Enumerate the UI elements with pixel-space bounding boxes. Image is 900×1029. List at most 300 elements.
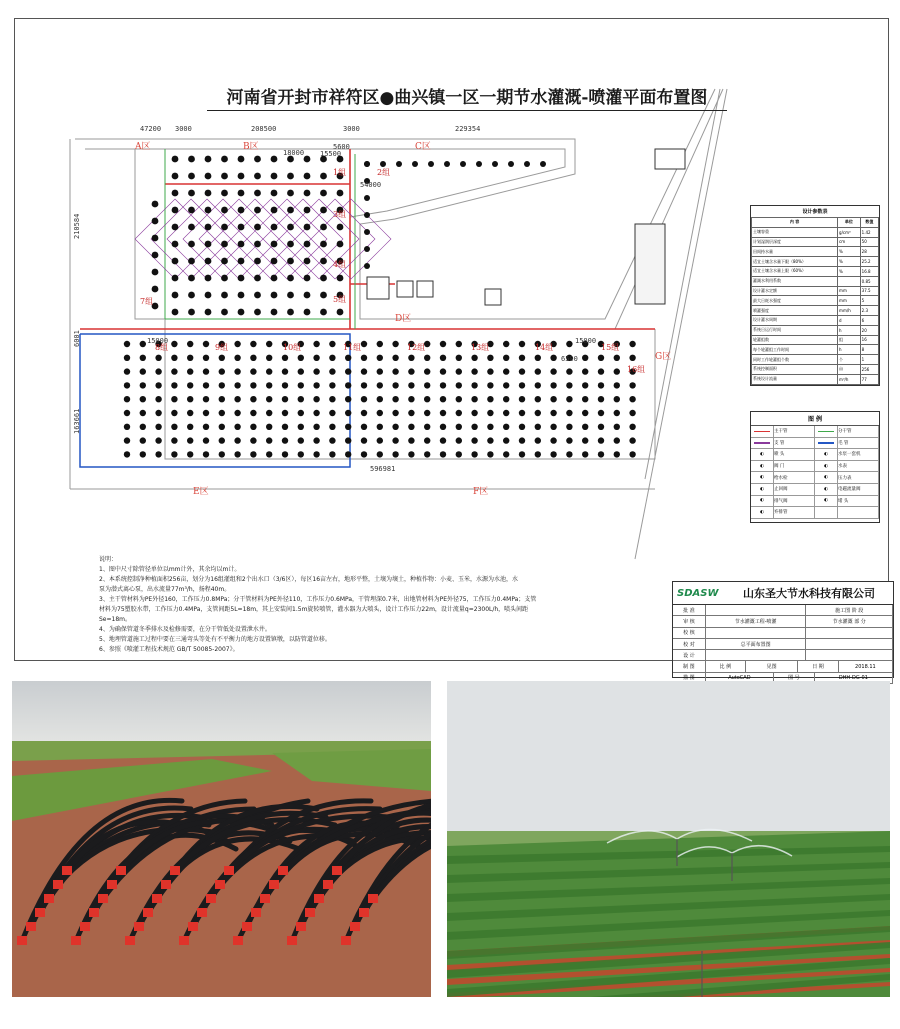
sprinkler-head [550,410,556,416]
sprinkler-head [550,451,556,457]
pipe-fitting [80,922,90,931]
sprinkler-head [188,275,195,282]
sprinkler-head [313,396,319,402]
sprinkler-head [287,224,294,231]
sprinkler-head [266,410,272,416]
sprinkler-head [172,173,179,180]
sprinkler-head [124,424,130,430]
sprinkler-head [287,207,294,214]
sprinkler-head [187,410,193,416]
params-cell: 50 [860,237,878,247]
sprinkler-head [238,173,245,180]
sprinkler-head [188,224,195,231]
title-block-cell: 节水灌溉 部 分 [806,616,893,626]
sprinkler-head [550,368,556,374]
sprinkler-head [364,246,370,252]
sprinkler-head [476,161,482,167]
sprinkler-head [614,410,620,416]
sprinkler-head [345,437,351,443]
title-block-cell: AutoCAD [706,673,774,683]
sprinkler-head [250,341,256,347]
sprinkler-head [287,292,294,299]
sprinkler-head [172,258,179,265]
legend-row [751,426,879,438]
sprinkler-head [535,424,541,430]
sprinkler-head [313,451,319,457]
sprinkler-head [171,396,177,402]
sprinkler-head [221,241,228,248]
sprinkler-head [171,382,177,388]
legend-symbol-icon: ◐ [751,449,774,460]
sprinkler-head [254,275,261,282]
sprinkler-head [345,424,351,430]
params-row [752,315,879,325]
sprinkler-head [219,368,225,374]
legend-symbol-icon: ◐ [815,449,838,460]
params-cell: 256 [860,364,878,374]
sprinkler-head [254,309,261,316]
sprinkler-head [140,424,146,430]
params-cell: 16.8 [860,266,878,276]
params-cell: 亩 [838,364,861,374]
sprinkler-head [566,451,572,457]
params-cell: mm [838,296,861,306]
params-cell: mm [838,286,861,296]
legend-symbol-icon: ◐ [815,461,838,472]
notes-line: 2、本系统控制净种植面积256亩，划分为16组灌组和2个出水口（3/6区），每区16亩左右，地形平整，土壤为壤土，种植作物：小麦、玉米，水源为水池，水 [99,576,519,583]
sprinkler-head [582,368,588,374]
params-cell: 77 [860,374,878,384]
legend-label: 支 管 [774,438,815,449]
sprinkler-head [298,396,304,402]
pipe-fitting [53,880,63,889]
sprinkler-head [456,355,462,361]
sprinkler-head [629,355,635,361]
sprinkler-head [203,451,209,457]
params-row [752,355,879,365]
notes-heading: 说明： [99,556,118,563]
zone-label-c: C区 [415,142,431,152]
sprinkler-head [535,382,541,388]
params-cell [838,276,861,286]
sprinkler-head [271,292,278,299]
notes-block [99,555,659,655]
params-cell: 轮灌组数 [752,335,838,345]
pipe-fitting [98,894,108,903]
sprinkler-head [503,341,509,347]
sprinkler-head [282,437,288,443]
sprinkler-head [519,341,525,347]
sprinkler-head [582,437,588,443]
params-cell: 28 [860,247,878,257]
sprinkler-head [614,451,620,457]
sprinkler-head [171,410,177,416]
sprinkler-head [124,437,130,443]
pipe-fitting [26,922,36,931]
company-logo: SDASW [677,587,719,599]
sprinkler-head [364,263,370,269]
sprinkler-head [205,190,212,197]
sprinkler-head [535,355,541,361]
params-cell: 适宜土壤含水量下限（80%） [752,257,838,267]
sprinkler-head [524,161,530,167]
sprinkler-head [287,275,294,282]
sprinkler-head [287,173,294,180]
sprinkler-head [282,355,288,361]
sprinkler-head [519,410,525,416]
sprinkler-head [550,437,556,443]
sprinkler-head [304,309,311,316]
sprinkler-head [238,292,245,299]
pipe-fitting [143,908,153,917]
sprinkler-head [460,161,466,167]
legend-row [751,507,879,519]
sprinkler-head [188,292,195,299]
sprinkler-head [203,355,209,361]
sprinkler-head [519,451,525,457]
sprinkler-head [155,410,161,416]
params-cell: 计划湿润层深度 [752,237,838,247]
title-block-cell: 节水灌溉工程-喷灌 [706,616,807,626]
params-cell: 6 [860,315,878,325]
sprinkler-head [540,161,546,167]
legend-box [750,411,880,523]
sprinkler-head [250,410,256,416]
sprinkler-head [266,355,272,361]
params-cell: h [838,345,861,355]
sprinkler-head [329,451,335,457]
title-block-cell [806,650,893,660]
sprinkler-head [304,241,311,248]
sprinkler-head [234,424,240,430]
sprinkler-head [152,269,159,276]
notes-line: 1、图中尺寸除管径单位以mm计外，其余均以m计。 [99,566,241,573]
drawing-sheet [14,18,889,682]
legend-label: 止回阀 [774,484,815,495]
legend-symbol-icon [815,426,838,437]
sprinkler-head [298,382,304,388]
sprinkler-head [337,190,344,197]
sprinkler-head [329,396,335,402]
sprinkler-head [329,437,335,443]
sprinkler-head [598,451,604,457]
sprinkler-head [221,224,228,231]
sprinkler-head [140,368,146,374]
legend-symbol-icon: ◐ [815,496,838,507]
params-cell: 5 [860,296,878,306]
sprinkler-head [598,396,604,402]
dim-top-5: 229354 [455,125,481,133]
sprinkler-head [471,355,477,361]
sprinkler-head [582,424,588,430]
sprinkler-head [287,241,294,248]
sprinkler-head [271,224,278,231]
params-cell: 1.42 [860,227,878,237]
notes-line: 3、主干管材料为PE外径160，工作压力0.8MPa；分干管材料为PE外径110，工作压力0.6MPa，干管埋深0.7米，出地管材料为PE外径75，工作压力0.4MPa；支管 [99,596,537,603]
sprinkler-head [124,355,130,361]
sprinkler-head [361,341,367,347]
sprinkler-head [266,341,272,347]
sprinkler-head [271,207,278,214]
sprinkler-head [205,258,212,265]
sprinkler-head [203,424,209,430]
sprinkler-head [188,258,195,265]
zone-label-a: A区 [135,142,151,152]
sprinkler-head [629,424,635,430]
params-cell: 0.85 [860,276,878,286]
legend-label: 给水栓 [774,472,815,483]
sprinkler-head [187,424,193,430]
notes-line: 材料为75塑胶水带，工作压力0.4MPa，支管间距5L=18m，其上安装间1.5m旋转喷管，灌水器为大喷头，设计工作压力22m，设计流量q=2300L/h，喷头间距 [99,606,529,613]
params-cell: 系统日运行时间 [752,325,838,335]
company-name: 山东圣大节水科技有限公司 [743,587,875,600]
group-label: 5组 [333,295,347,304]
params-cell: 2.3 [860,306,878,316]
pipe-fitting [359,908,369,917]
legend-symbol-icon: ◐ [815,484,838,495]
sprinkler-head [428,161,434,167]
sprinkler-head [271,258,278,265]
sprinkler-head [219,355,225,361]
legend-label: 分干管 [838,426,879,437]
sprinkler-head [377,437,383,443]
sprinkler-head [582,451,588,457]
sprinkler-head [364,161,370,167]
params-cell: 8 [860,345,878,355]
sprinkler-head [203,437,209,443]
sprinkler-head [377,396,383,402]
sprinkler-head [320,173,327,180]
sprinkler-head [313,382,319,388]
sprinkler-head [392,451,398,457]
sprinkler-head [219,424,225,430]
sprinkler-head [566,382,572,388]
sprinkler-head [361,424,367,430]
sprinkler-head [172,292,179,299]
dim-left-2: 6001 [73,330,81,347]
sprinkler-head [282,396,288,402]
group-label: 13组 [471,343,490,352]
sprinkler-head [140,341,146,347]
sprinkler-head [234,437,240,443]
sprinkler-head [329,368,335,374]
pipe-bundle-photo [12,681,431,997]
title-block-row [673,650,893,661]
pipe-fitting [152,894,162,903]
sprinkler-head [566,410,572,416]
title-block-cell: 批 准 [673,605,706,615]
legend-row [751,496,879,508]
sprinkler-head [254,241,261,248]
sprinkler-head [171,424,177,430]
sprinkler-head [250,451,256,457]
sprinkler-head [471,396,477,402]
sprinkler-head [456,382,462,388]
legend-label: 堵 头 [838,496,879,507]
params-cell: 田间持水量 [752,247,838,257]
pipe-fitting [116,866,126,875]
sprinkler-head [598,424,604,430]
pipe-fitting [134,922,144,931]
params-header: 数值 [860,218,878,228]
params-row [752,345,879,355]
pipe-fitting [224,866,234,875]
sprinkler-head [361,410,367,416]
sprinkler-head [492,161,498,167]
zone-label-f: F区 [473,487,489,497]
sprinkler-head [172,190,179,197]
sprinkler-head [203,410,209,416]
params-row [752,296,879,306]
sprinkler-head [172,207,179,214]
sprinkler-head [221,309,228,316]
legend-label: 主干管 [774,426,815,437]
sprinkler-head [171,437,177,443]
legend-label: 压力表 [838,472,879,483]
sprinkler-head [519,437,525,443]
sprinkler-head [329,341,335,347]
sprinkler-head [271,309,278,316]
params-cell: 土壤容重 [752,227,838,237]
sprinkler-head [298,437,304,443]
sprinkler-head [172,156,179,163]
sprinkler-head [424,437,430,443]
sprinkler-head [364,229,370,235]
sprinkler-head [266,396,272,402]
zone-label-e: E区 [193,487,209,497]
legend-row [751,472,879,484]
sprinkler-head [266,451,272,457]
pipe-fitting [179,936,189,945]
sprinkler-head [629,396,635,402]
sprinkler-head [304,190,311,197]
sprinkler-head [238,190,245,197]
sprinkler-head [582,355,588,361]
sprinkler-head [266,382,272,388]
sprinkler-head [221,156,228,163]
notes-line: 6、参照《喷灌工程技术规范 GB/T 50085-2007》。 [99,646,239,653]
title-block-row [673,628,893,639]
pipe-fitting [233,936,243,945]
sprinkler-head [471,437,477,443]
sprinkler-head [271,275,278,282]
drawing-title: 河南省开封市祥符区●曲兴镇一区一期节水灌溉-喷灌平面布置图 [207,83,727,111]
sprinkler-head [424,382,430,388]
title-block-cell: 制 图 [673,661,706,671]
legend-symbol-icon: ◐ [751,484,774,495]
title-block-cell: 见图 [746,661,798,671]
pipe-fitting [314,894,324,903]
sprinkler-head [377,355,383,361]
sprinkler-head [424,451,430,457]
dim-inner-6: 6500 [561,355,578,363]
sprinkler-head [566,368,572,374]
sprinkler-head [219,396,225,402]
sprinkler-head [254,258,261,265]
pipe-fitting [287,936,297,945]
params-cell: 设计灌水定额 [752,286,838,296]
sprinkler-head [503,437,509,443]
sprinkler-head [408,424,414,430]
sprinkler-head [345,451,351,457]
sprinkler-head [487,424,493,430]
dim-inner-4: 54000 [360,181,382,189]
sprinkler-head [298,368,304,374]
sprinkler-head [503,355,509,361]
sprinkler-head [304,207,311,214]
dim-top-3: 208500 [251,125,277,133]
sprinkler-head [408,368,414,374]
params-cell: % [838,257,861,267]
legend-label: 毛 管 [838,438,879,449]
sprinkler-head [408,437,414,443]
title-block-cell: 设 计 [673,650,706,660]
sprinkler-head [140,355,146,361]
sprinkler-head [424,410,430,416]
params-row [752,374,879,384]
title-block-cell: 日 期 [798,661,838,671]
dim-inner-7: 15000 [147,337,169,345]
sprinkler-head [392,396,398,402]
sprinkler-head [329,355,335,361]
sprinkler-head [172,224,179,231]
sprinkler-head [487,410,493,416]
sprinkler-head [221,258,228,265]
title-block-cell: 校 核 [673,628,706,638]
params-cell: 同时工作轮灌组个数 [752,355,838,365]
sprinkler-head [408,355,414,361]
sprinkler-head [440,451,446,457]
legend-symbol-icon [815,507,838,518]
params-row [752,306,879,316]
legend-row [751,438,879,450]
sprinkler-head [361,382,367,388]
legend-label: 电磁流量阀 [838,484,879,495]
sprinkler-head [205,292,212,299]
sprinkler-head [345,382,351,388]
sprinkler-head [250,368,256,374]
sprinkler-head [424,424,430,430]
sprinkler-head [329,424,335,430]
params-cell: 个 [838,355,861,365]
sprinkler-head [221,190,228,197]
sprinkler-head [171,341,177,347]
sprinkler-head [304,224,311,231]
pipe-fitting [197,908,207,917]
sprinkler-head [254,156,261,163]
params-cell: cm [838,237,861,247]
sprinkler-head [205,207,212,214]
params-row [752,276,879,286]
sprinkler-head [155,396,161,402]
sprinkler-head [187,396,193,402]
sprinkler-head [598,437,604,443]
sprinkler-head [271,190,278,197]
params-cell: 最大日耗水强度 [752,296,838,306]
sprinkler-head [124,368,130,374]
sprinkler-head [304,156,311,163]
group-label: 11组 [343,343,362,352]
legend-symbol-icon: ◐ [751,472,774,483]
sprinkler-head [219,382,225,388]
sprinkler-head [152,235,159,242]
sprinkler-head [487,396,493,402]
sprinkler-head [503,396,509,402]
title-block-row [673,605,893,616]
dim-inner-1: 18000 [283,149,305,157]
sprinkler-head [503,424,509,430]
pipe-fitting [89,908,99,917]
